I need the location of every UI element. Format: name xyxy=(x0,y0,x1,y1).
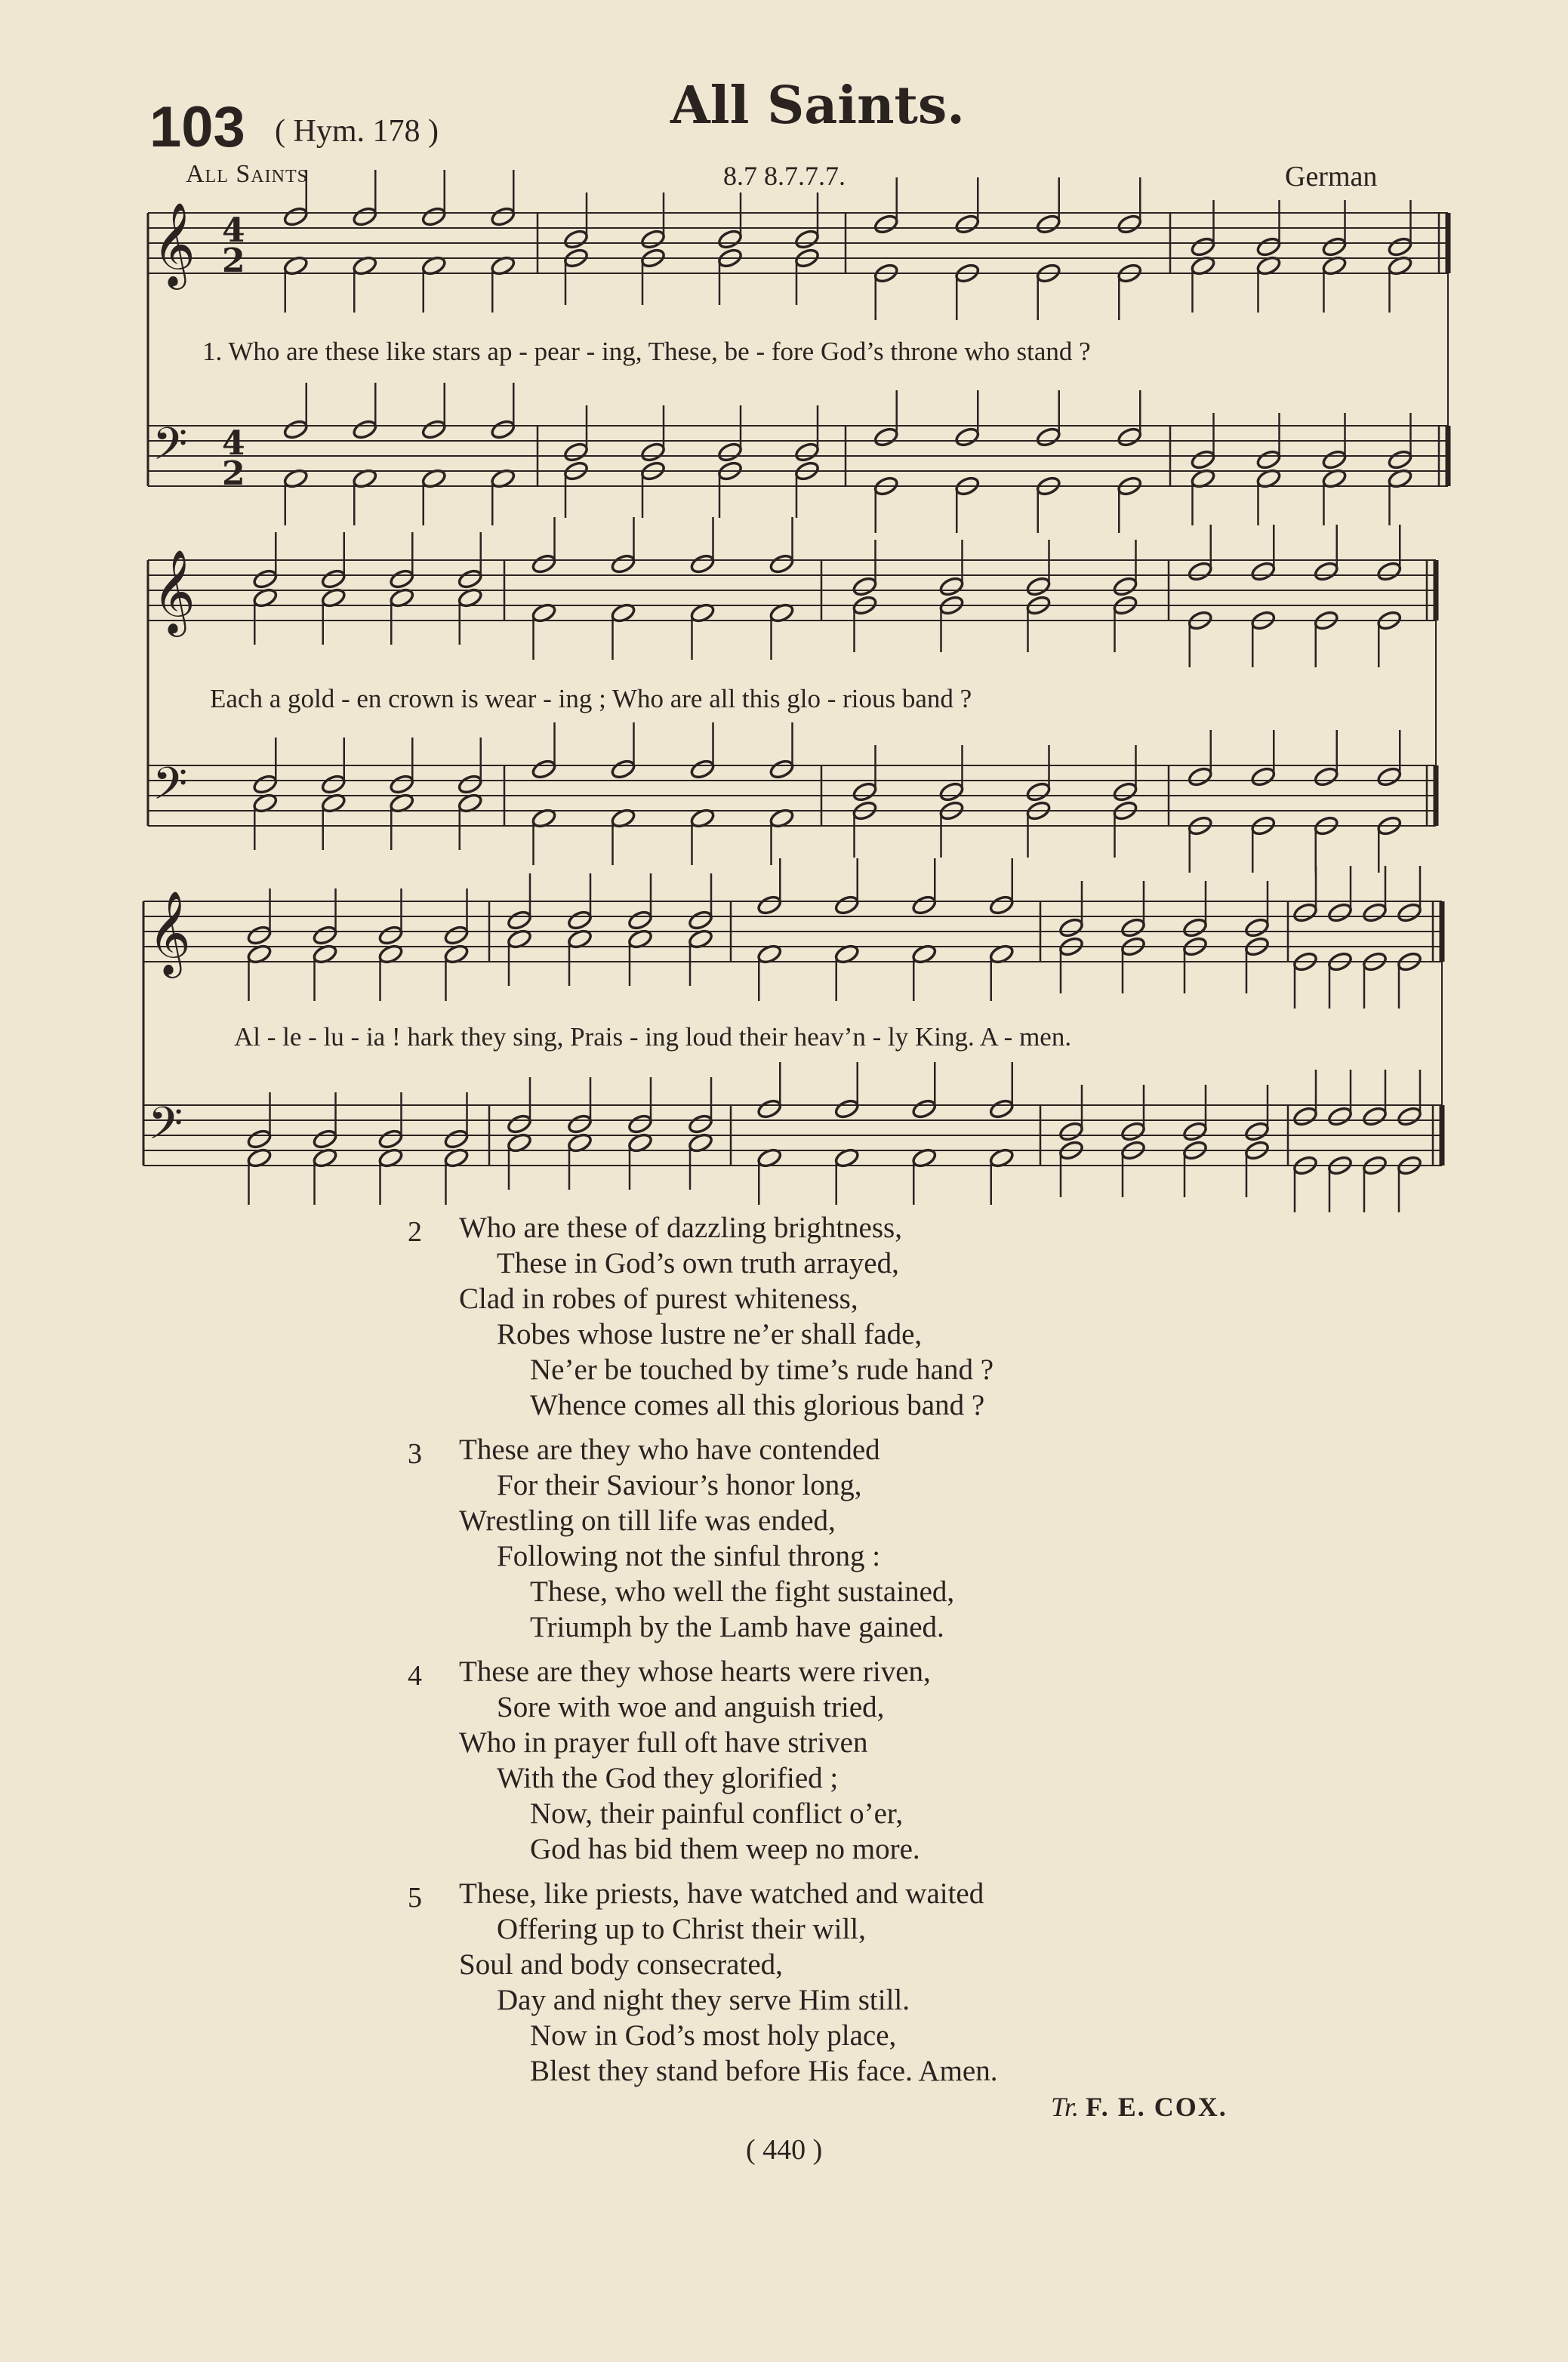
verse-line: These, who well the fight sustained, xyxy=(530,1575,955,1608)
verse-line: Sore with woe and anguish tried, xyxy=(497,1691,885,1723)
note-head xyxy=(689,759,716,781)
hymn-number: 103 xyxy=(149,95,245,159)
note-head xyxy=(1025,781,1052,803)
note-head xyxy=(563,229,590,251)
note-head xyxy=(1190,236,1216,258)
note-head xyxy=(717,442,744,463)
note-head xyxy=(1387,449,1413,471)
note-head xyxy=(1117,214,1143,236)
note-head xyxy=(312,1129,338,1150)
note-head xyxy=(640,229,667,251)
tune-origin: German xyxy=(1285,161,1378,192)
note-head xyxy=(873,427,899,448)
verse-line: These are they who have contended xyxy=(459,1434,880,1466)
note-head xyxy=(420,206,447,228)
tune-name: All Saints xyxy=(186,160,308,188)
verse-line: Triumph by the Lamb have gained. xyxy=(530,1611,944,1643)
time-signature-numerator: 4 xyxy=(222,424,245,463)
verse-line: These, like priests, have watched and waited xyxy=(459,1877,984,1910)
note-head xyxy=(377,1129,404,1150)
note-head xyxy=(252,774,279,796)
note-head xyxy=(490,419,516,441)
time-signature-denominator: 2 xyxy=(222,454,245,493)
note-head xyxy=(717,229,744,251)
note-head xyxy=(689,553,716,575)
note-head xyxy=(1376,766,1403,788)
bass-clef: 𝄢 xyxy=(148,1097,183,1160)
note-head xyxy=(1120,917,1147,939)
verse-number: 2 xyxy=(408,1216,422,1248)
note-head xyxy=(567,910,593,932)
note-head xyxy=(1058,917,1085,939)
verse-line: Who in prayer full oft have striven xyxy=(459,1726,868,1759)
time-signature-numerator: 4 xyxy=(222,211,245,250)
note-head xyxy=(563,442,590,463)
treble-clef: 𝄞 xyxy=(152,549,196,633)
page-number: ( 440 ) xyxy=(746,2134,823,2166)
note-head xyxy=(988,895,1015,916)
note-head xyxy=(352,419,378,441)
credit-name: F. E. COX. xyxy=(1086,2092,1228,2122)
note-head xyxy=(1182,917,1209,939)
underlay-line-3: Al - le - lu - ia ! hark they sing, Prais - ing loud their heav’n - ly King. A - men. xyxy=(234,1022,1072,1052)
note-head xyxy=(1321,449,1348,471)
verse-number: 3 xyxy=(408,1438,422,1470)
verse-line: Robes whose lustre ne’er shall fade, xyxy=(497,1318,923,1350)
note-head xyxy=(490,206,516,228)
note-head xyxy=(833,895,860,916)
verse-line: For their Saviour’s honor long, xyxy=(497,1469,862,1501)
credit-prefix: Tr. xyxy=(1051,2092,1080,2122)
note-head xyxy=(1120,1121,1147,1143)
page-title: All Saints. xyxy=(670,75,965,136)
note-head xyxy=(1187,766,1213,788)
note-head xyxy=(1112,576,1138,598)
note-head xyxy=(610,553,636,575)
verse-line: Now, their painful conflict o’er, xyxy=(530,1797,904,1830)
note-head xyxy=(954,214,981,236)
hymn-reference: ( Hym. 178 ) xyxy=(275,114,439,149)
note-head xyxy=(627,1113,654,1135)
note-head xyxy=(756,895,783,916)
note-head xyxy=(938,781,965,803)
note-head xyxy=(794,442,821,463)
note-head xyxy=(246,925,273,947)
note-head xyxy=(988,1098,1015,1120)
note-head xyxy=(377,925,404,947)
note-head xyxy=(1255,449,1282,471)
note-head xyxy=(389,774,415,796)
verse-line: Whence comes all this glorious band ? xyxy=(530,1389,985,1421)
note-head xyxy=(688,910,714,932)
meter: 8.7 8.7.7.7. xyxy=(723,161,846,191)
note-head xyxy=(1190,449,1216,471)
note-head xyxy=(1244,917,1271,939)
note-head xyxy=(352,206,378,228)
note-head xyxy=(873,214,899,236)
note-head xyxy=(794,229,821,251)
bass-clef: 𝄢 xyxy=(152,417,188,481)
verse-line: With the God they glorified ; xyxy=(497,1762,839,1794)
note-head xyxy=(1327,1106,1354,1128)
note-head xyxy=(1397,1106,1423,1128)
note-head xyxy=(833,1098,860,1120)
note-head xyxy=(312,925,338,947)
note-head xyxy=(1313,766,1339,788)
verse-line: Clad in robes of purest whiteness, xyxy=(459,1283,858,1315)
bass-clef: 𝄢 xyxy=(152,757,188,821)
note-head xyxy=(1187,561,1213,583)
note-head xyxy=(688,1113,714,1135)
verse-line: Who are these of dazzling brightness, xyxy=(459,1212,902,1244)
note-head xyxy=(756,1098,783,1120)
note-head xyxy=(769,759,795,781)
verse-line: These in God’s own truth arrayed, xyxy=(497,1247,899,1280)
note-head xyxy=(1058,1121,1085,1143)
note-head xyxy=(1025,576,1052,598)
treble-clef: 𝄞 xyxy=(148,890,191,975)
note-head xyxy=(443,925,470,947)
note-head xyxy=(1112,781,1138,803)
note-head xyxy=(246,1129,273,1150)
note-head xyxy=(282,206,309,228)
note-head xyxy=(1327,902,1354,924)
note-head xyxy=(282,419,309,441)
note-head xyxy=(320,568,347,590)
underlay-line-2: Each a gold - en crown is wear - ing ; Who are all this glo - rious band ? xyxy=(210,684,972,713)
note-head xyxy=(1313,561,1339,583)
underlay-line-1: 1. Who are these like stars ap - pear - ing, These, be - fore God’s throne who stand ? xyxy=(202,337,1091,366)
note-head xyxy=(1117,427,1143,448)
time-signature-denominator: 2 xyxy=(222,242,245,280)
note-head xyxy=(457,774,483,796)
note-head xyxy=(769,553,795,575)
note-head xyxy=(443,1129,470,1150)
note-head xyxy=(1250,561,1277,583)
verse-line: These are they whose hearts were riven, xyxy=(459,1655,931,1688)
note-head xyxy=(1292,1106,1319,1128)
verse-line: Soul and body consecrated, xyxy=(459,1948,783,1981)
verse-line: Blest they stand before His face. Amen. xyxy=(530,2055,998,2087)
verse-number: 5 xyxy=(408,1882,422,1914)
note-head xyxy=(531,759,557,781)
note-head xyxy=(389,568,415,590)
note-head xyxy=(1244,1121,1271,1143)
note-head xyxy=(1292,902,1319,924)
note-head xyxy=(320,774,347,796)
note-head xyxy=(1035,427,1061,448)
note-head xyxy=(1182,1121,1209,1143)
note-head xyxy=(1397,902,1423,924)
note-head xyxy=(954,427,981,448)
note-head xyxy=(252,568,279,590)
treble-clef: 𝄞 xyxy=(152,202,196,286)
note-head xyxy=(457,568,483,590)
note-head xyxy=(507,910,533,932)
note-head xyxy=(1250,766,1277,788)
note-head xyxy=(1035,214,1061,236)
note-head xyxy=(420,419,447,441)
note-head xyxy=(911,895,938,916)
verse-line: God has bid them weep no more. xyxy=(530,1833,920,1865)
note-head xyxy=(627,910,654,932)
note-head xyxy=(938,576,965,598)
note-head xyxy=(640,442,667,463)
verse-line: Day and night they serve Him still. xyxy=(497,1984,910,2016)
note-head xyxy=(1387,236,1413,258)
note-head xyxy=(852,576,878,598)
note-head xyxy=(852,781,878,803)
verse-line: Ne’er be touched by time’s rude hand ? xyxy=(530,1353,994,1386)
note-head xyxy=(610,759,636,781)
note-head xyxy=(507,1113,533,1135)
note-head xyxy=(531,553,557,575)
translator-credit xyxy=(1051,2091,1228,2123)
verse-number: 4 xyxy=(408,1660,422,1692)
note-head xyxy=(1362,1106,1388,1128)
verse-line: Offering up to Christ their will, xyxy=(497,1913,866,1945)
note-head xyxy=(1255,236,1282,258)
note-head xyxy=(1321,236,1348,258)
verse-line: Wrestling on till life was ended, xyxy=(459,1504,836,1537)
note-head xyxy=(567,1113,593,1135)
note-head xyxy=(911,1098,938,1120)
verse-line: Following not the sinful throng : xyxy=(497,1540,881,1572)
verse-line: Now in God’s most holy place, xyxy=(530,2019,897,2052)
note-head xyxy=(1376,561,1403,583)
note-head xyxy=(1362,902,1388,924)
